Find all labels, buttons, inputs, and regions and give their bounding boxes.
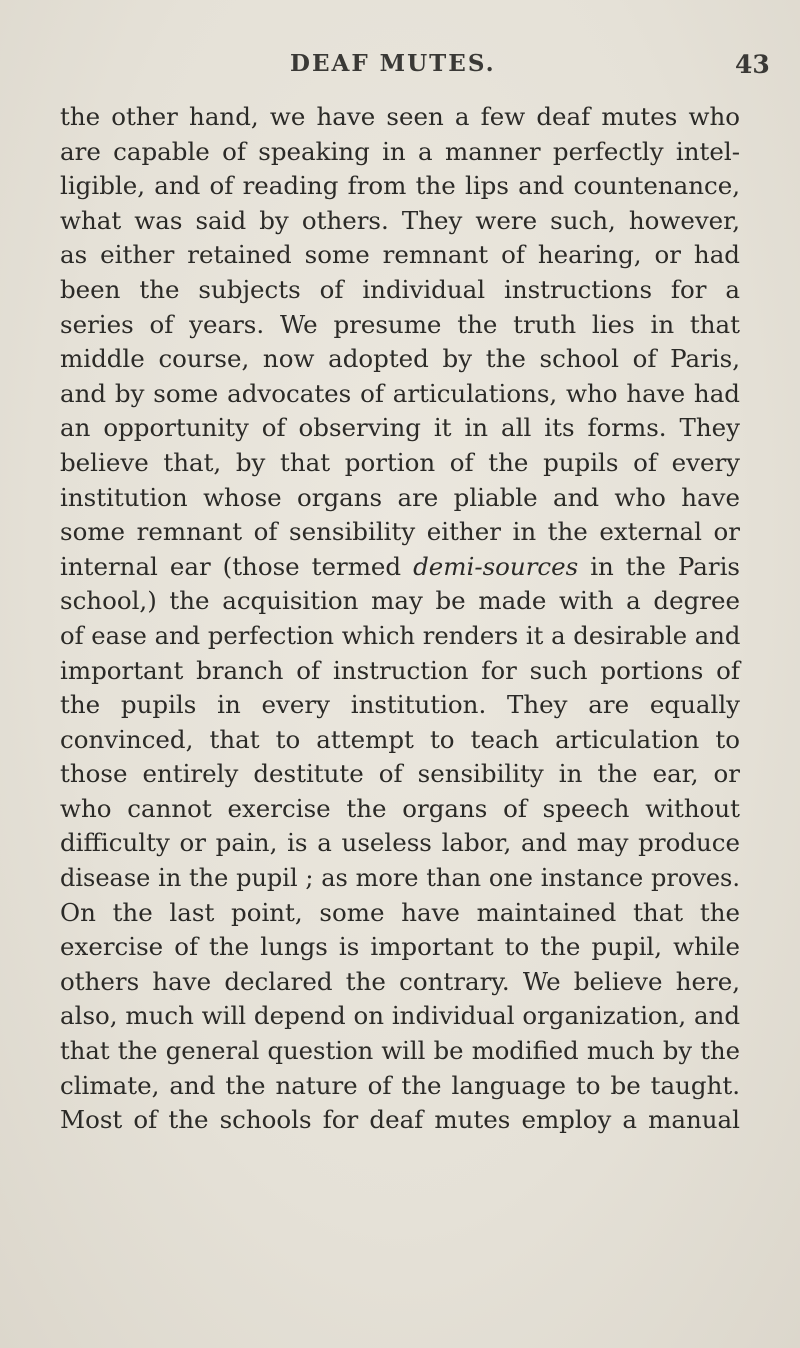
text-line: who cannot exercise the organs of speech without bbox=[60, 793, 740, 823]
text-line: those entirely destitute of sensibility in the ear, or bbox=[60, 759, 740, 789]
text-line: exercise of the lungs is important to the pupil, while bbox=[60, 932, 740, 962]
text-line: Most of the schools for deaf mutes employ a manual bbox=[60, 1105, 740, 1135]
text-line: believe that, by that portion of the pupils of every bbox=[60, 447, 740, 477]
body-text bbox=[60, 100, 740, 1138]
italic-term: demi-sources bbox=[413, 551, 579, 581]
text-line: the pupils in every institution. They are equally bbox=[60, 690, 740, 720]
text-line: and by some advocates of articulations, who have had bbox=[60, 378, 740, 408]
text-line: school,) the acquisition may be made with a degree bbox=[60, 586, 740, 616]
text-line: others have declared the contrary. We believe here, bbox=[60, 966, 740, 996]
text-line: some remnant of sensibility either in the external or bbox=[60, 517, 740, 547]
text-line: that the general question will be modified much by the bbox=[60, 1036, 740, 1066]
text-line: middle course, now adopted by the school of Paris, bbox=[60, 344, 740, 374]
text-line: On the last point, some have maintained that the bbox=[60, 897, 740, 927]
text-line: what was said by others. They were such, however, bbox=[60, 205, 740, 235]
running-head-title: DEAF MUTES. bbox=[290, 50, 496, 77]
text-line: an opportunity of observing it in all its forms. They bbox=[60, 413, 740, 443]
running-head bbox=[0, 50, 800, 84]
text-line: difficulty or pain, is a useless labor, and may produce bbox=[60, 828, 740, 858]
text-line-with-italic bbox=[60, 550, 740, 585]
text-line: disease in the pupil ; as more than one instance proves. bbox=[60, 864, 740, 893]
text-line: are capable of speaking in a manner perfectly intel- bbox=[60, 136, 740, 166]
page-number: 43 bbox=[735, 50, 770, 79]
text-segment: in the Paris bbox=[578, 551, 740, 581]
text-line: climate, and the nature of the language to be taught. bbox=[60, 1070, 740, 1100]
text-line: institution whose organs are pliable and who have bbox=[60, 482, 740, 512]
text-line: series of years. We presume the truth lies in that bbox=[60, 309, 740, 339]
text-line: convinced, that to attempt to teach articulation to bbox=[60, 724, 740, 754]
text-line: of ease and perfection which renders it a desirable and bbox=[60, 620, 741, 650]
text-line: also, much will depend on individual organization, and bbox=[60, 1001, 741, 1031]
text-segment: internal ear (those termed bbox=[60, 551, 414, 581]
text-line: been the subjects of individual instructions for a bbox=[60, 274, 740, 304]
text-line: as either retained some remnant of hearing, or had bbox=[60, 240, 740, 270]
text-line: ligible, and of reading from the lips and countenance, bbox=[60, 171, 740, 201]
text-line: important branch of instruction for such portions of bbox=[60, 655, 740, 685]
text-line: the other hand, we have seen a few deaf mutes who bbox=[60, 102, 740, 131]
